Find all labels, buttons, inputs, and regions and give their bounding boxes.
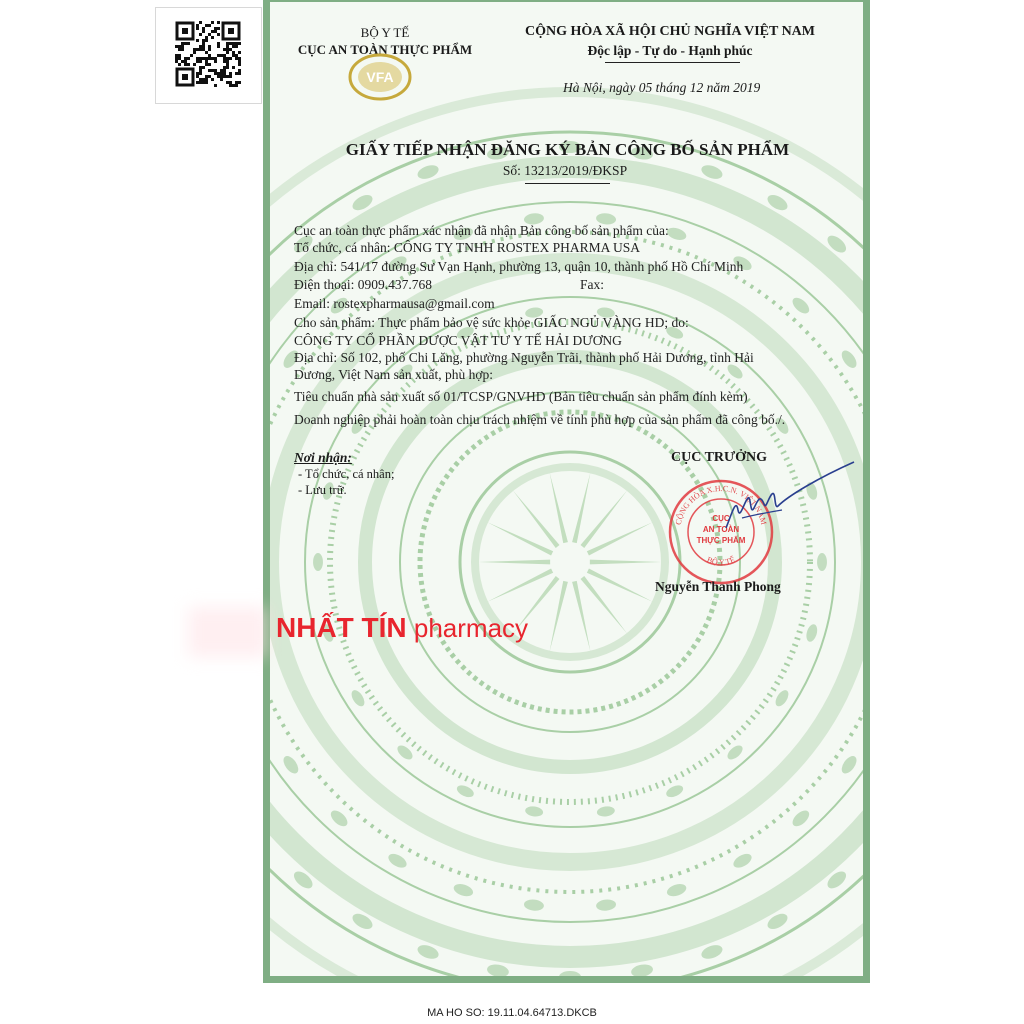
- organization-line: Tổ chức, cá nhân: CÔNG TY TNHH ROSTEX PHARMA USA: [294, 240, 641, 255]
- qr-code-icon: [175, 21, 241, 87]
- fax-line: Fax:: [580, 277, 605, 292]
- signature-mark: [718, 458, 858, 538]
- document-number: Số: 13213/2019/ĐKSP: [502, 163, 628, 178]
- document-title: GIẤY TIẾP NHẬN ĐĂNG KÝ BẢN CÔNG BỐ SẢN PHẨM: [345, 140, 790, 159]
- phone-line: Điện thoại: 0909.437.768: [294, 277, 432, 292]
- email-line: Email: rostexpharmausa@gmail.com: [294, 296, 495, 311]
- ministry-label: BỘ Y TẾ: [360, 25, 410, 40]
- motto-underline: [605, 62, 740, 63]
- address-line: Địa chỉ: 541/17 đường Sư Vạn Hạnh, phường 13, quận 10, thành phố Hồ Chí Minh: [294, 259, 744, 274]
- watermark-suffix: pharmacy: [406, 613, 529, 643]
- stamp-ring-text: CỘNG HÒA X.H.C.N. VIỆT NAM: [673, 483, 769, 526]
- vfa-logo-icon: [345, 52, 415, 102]
- stamp-bottom-text: BỘ Y TẾ: [705, 555, 737, 567]
- qr-code-frame: [155, 7, 262, 104]
- standard-line: Tiêu chuẩn nhà sản xuất số 01/TCSP/GNVHD (Bản tiêu chuẩn sản phẩm đính kèm): [294, 389, 748, 404]
- svg-text:BỘ Y TẾ: [706, 554, 737, 567]
- record-code: MA HO SO: 19.11.04.64713.DKCB: [427, 1007, 597, 1019]
- manufacturer-line: CÔNG TY CỔ PHẦN DƯỢC VẬT TƯ Y TẾ HẢI DƯƠNG: [294, 333, 622, 348]
- responsibility-line: Doanh nghiệp phải hoàn toàn chịu trách nhiệm về tính phù hợp của sản phẩm đã công bố./.: [294, 412, 786, 427]
- recipient-item: - Tổ chức, cá nhân;: [298, 467, 395, 481]
- recipients-label: Nơi nhận:: [294, 450, 352, 465]
- number-underline: [525, 183, 610, 184]
- stamp-center-line: CỤC: [712, 514, 730, 523]
- watermark-glow: [188, 607, 268, 657]
- stamp-center-line: THỰC PHẨM: [696, 536, 746, 545]
- issue-date: Hà Nội, ngày 05 tháng 12 năm 2019: [563, 80, 761, 95]
- pharmacy-watermark: [276, 612, 528, 644]
- manufacturer-address-line-1: Địa chỉ: Số 102, phố Chi Lăng, phường Nguyễn Trãi, thành phố Hải Dương, tỉnh Hải: [294, 350, 754, 365]
- watermark-brand: NHẤT TÍN: [276, 612, 407, 643]
- signatory-name: Nguyễn Thanh Phong: [655, 579, 781, 594]
- intro-line: Cục an toàn thực phẩm xác nhận đã nhận Bản công bố sản phẩm của:: [294, 223, 669, 238]
- stamp-center-line: AN TOÀN: [702, 525, 740, 534]
- recipient-item: - Lưu trữ.: [298, 483, 347, 497]
- product-line: Cho sản phẩm: Thực phẩm bảo vệ sức khỏe GIẤC NGỦ VÀNG HD; do:: [294, 315, 689, 330]
- motto: Độc lập - Tự do - Hạnh phúc: [587, 43, 753, 58]
- manufacturer-address-line-2: Dương, Việt Nam sản xuất, phù hợp:: [294, 367, 494, 382]
- department-label: CỤC AN TOÀN THỰC PHẨM: [297, 42, 473, 57]
- signatory-role: CỤC TRƯỞNG: [671, 450, 768, 465]
- vfa-logo-text: VFA: [366, 69, 394, 85]
- country-heading: CỘNG HÒA XÃ HỘI CHỦ NGHĨA VIỆT NAM: [524, 24, 815, 39]
